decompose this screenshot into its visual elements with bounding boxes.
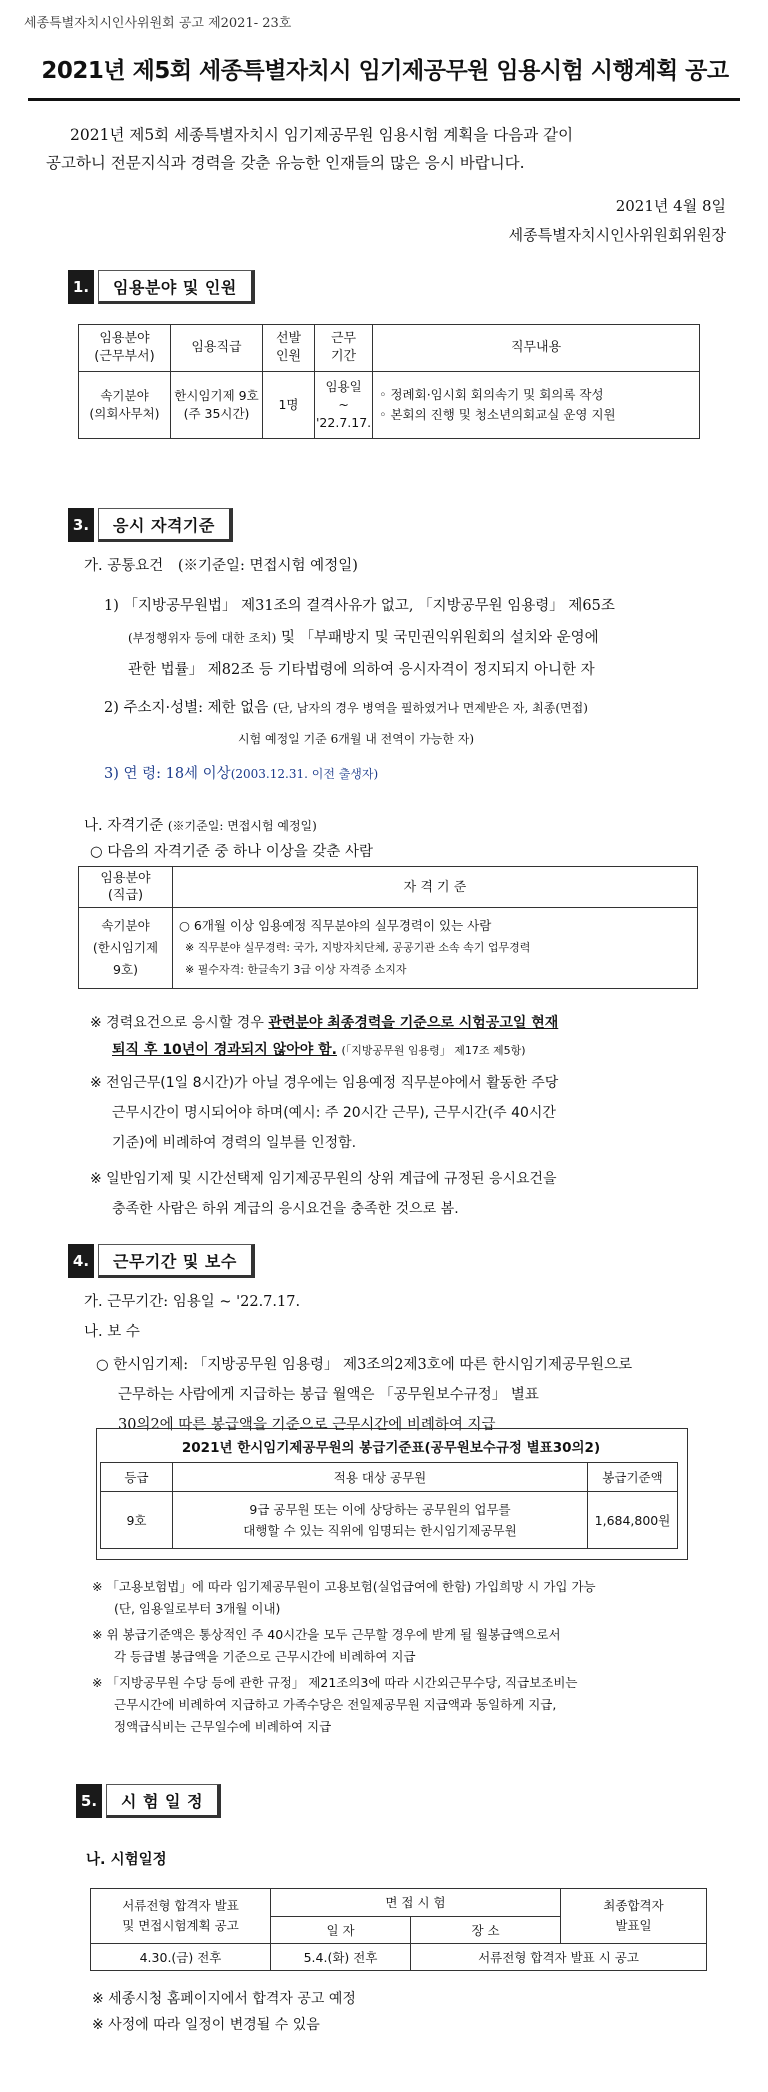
table-row xyxy=(79,908,698,989)
header-interview-date: 일 자 xyxy=(271,1916,411,1944)
announcement-date: 2021년 4월 8일 xyxy=(615,197,726,215)
allowance-note: ※ 「지방공무원 수당 등에 관한 규정」 제21조의3에 따라 시간외근무수당, 직급보조비는 근무시간에 비례하여 지급하고 가족수당은 전일제공무원 지급액과 동일하게 지급, 정액급식비는 근무일수에 비례하여 지급 xyxy=(92,1675,578,1734)
title-divider xyxy=(28,98,740,101)
section-1-heading xyxy=(68,270,255,304)
common-requirements-title: 가. 공통요건 (※기준일: 면접시험 예정일) xyxy=(84,558,358,574)
header-interview: 면 접 시 험 xyxy=(271,1889,561,1917)
cell-duties xyxy=(373,372,700,439)
announcement-reference: 세종특별자치시인사위원회 공고 제2021- 23호 xyxy=(24,16,292,31)
section-1-number: 1. xyxy=(68,270,94,304)
header-grade: 임용직급 xyxy=(171,325,263,372)
header-final-result: 최종합격자 발표일 xyxy=(561,1889,707,1944)
section-3-heading xyxy=(68,508,233,542)
section-5-heading xyxy=(76,1784,221,1818)
experience-note: ※ 경력요건으로 응시할 경우 관련분야 최종경력을 기준으로 시험공고일 현재 퇴직 후 10년이 경과되지 않아야 함. (「지방공무원 임용령」 제17조 제5항) xyxy=(90,1015,559,1058)
header-interview-place: 장 소 xyxy=(411,1916,561,1944)
table-header-row xyxy=(79,867,698,908)
employment-insurance-note: ※ 「고용보험법」에 따라 임기제공무원이 고용보험(실업급여에 한함) 가입희망 시 가입 가능 (단, 임용일로부터 3개월 이내) xyxy=(92,1579,596,1616)
schedule-notes xyxy=(92,1986,356,2038)
requirement-1-line-d: 관한 법률」 제82조 등 기타법령에 의하여 응시자격이 정지되지 아니한 자 xyxy=(128,662,595,678)
header-grade: 등급 xyxy=(101,1463,173,1492)
intro-line-2: 공고하니 전문지식과 경력을 갖춘 유능한 인재들의 많은 응시 바랍니다. xyxy=(46,154,525,172)
schedule-title: 나. 시험일정 xyxy=(86,1852,167,1868)
requirement-2-line-a: 2) 주소지·성별: 제한 없음 (단, 남자의 경우 병역을 필하였거나 면제받은 자, 최종(면접) xyxy=(104,700,588,716)
section-4-number: 4. xyxy=(68,1244,94,1278)
announcement-signer: 세종특별자치시인사위원회위원장 xyxy=(508,226,726,244)
requirement-1-line-a: 1) 「지방공무원법」 제31조의 결격사유가 없고, 「지방공무원 임용령」 제65조 xyxy=(104,598,615,614)
cell-interview-place: 서류전형 합격자 발표 시 공고 xyxy=(411,1944,707,1971)
section-3-number: 3. xyxy=(68,508,94,542)
cell-interview-date: 5.4.(화) 전후 xyxy=(271,1944,411,1971)
table-header-row xyxy=(91,1889,707,1917)
header-field: 임용분야 (직급) xyxy=(79,867,173,908)
table-row xyxy=(91,1944,707,1971)
cell-grade: 9호 xyxy=(101,1492,173,1549)
qualification-title: 나. 자격기준 (※기준일: 면접시험 예정일) xyxy=(84,818,317,834)
section-4-heading xyxy=(68,1244,255,1278)
cell-field: 속기분야 (의회사무처) xyxy=(79,372,171,439)
requirement-2-line-c: 시험 예정일 기준 6개월 내 전역이 가능한 자) xyxy=(238,732,475,746)
cell-target: 9급 공무원 또는 이에 상당하는 공무원의 업무를 대행할 수 있는 직위에 임명되는 한시임기제공무원 xyxy=(173,1492,588,1549)
requirement-3-age: 3) 연 령: 18세 이상(2003.12.31. 이전 출생자) xyxy=(104,766,379,782)
schedule-note: ※ 세종시청 홈페이지에서 합격자 공고 예정 xyxy=(92,1991,356,2007)
salary-title: 나. 보 수 xyxy=(84,1324,140,1340)
criteria-item: ○ 6개월 이상 임용예정 직무분야의 실무경력이 있는 사람 xyxy=(179,918,492,933)
requirement-1-line-b: (부정행위자 등에 대한 조치) 및 「부패방지 및 국민권익위원회의 설치와 운영에 xyxy=(128,630,599,646)
qualification-subtitle: ○ 다음의 자격기준 중 하나 이상을 갖춘 사람 xyxy=(90,844,374,860)
cell-field: 속기분야 (한시임기제 9호) xyxy=(79,908,173,989)
cell-count: 1명 xyxy=(263,372,315,439)
cell-document-result-date: 4.30.(금) 전후 xyxy=(91,1944,271,1971)
section-3-label: 응시 자격기준 xyxy=(98,508,233,542)
header-amount: 봉급기준액 xyxy=(588,1463,678,1492)
qualification-table xyxy=(78,866,698,989)
table-header-row xyxy=(79,325,700,372)
duty-item: ◦ 본회의 진행 및 청소년의회교실 운영 지원 xyxy=(379,407,616,422)
schedule-table xyxy=(90,1888,707,1971)
salary-description: ○ 한시임기제: 「지방공무원 임용령」 제3조의2제3호에 따른 한시임기제공무원으로 근무하는 사람에게 지급하는 봉급 월액은 「공무원보수규정」 별표 30의2에 따른 봉급액을 기준으로 근무시간에 비례하여 지급 xyxy=(96,1357,633,1433)
cell-grade: 한시임기제 9호 (주 35시간) xyxy=(171,372,263,439)
header-duties: 직무내용 xyxy=(373,325,700,372)
section-4-label: 근무기간 및 보수 xyxy=(98,1244,255,1278)
base-salary-note: ※ 위 봉급기준액은 통상적인 주 40시간을 모두 근무할 경우에 받게 될 월봉급액으로서 각 등급별 봉급액을 기준으로 근무시간에 비례하여 지급 xyxy=(92,1627,561,1664)
duty-item: ◦ 정례회·임시회 회의속기 및 회의록 작성 xyxy=(379,387,604,402)
table-row xyxy=(79,372,700,439)
recruitment-table xyxy=(78,324,700,439)
table-header-row xyxy=(101,1463,678,1492)
criteria-note: ※ 필수자격: 한글속기 3급 이상 자격증 소지자 xyxy=(185,963,407,976)
page-title: 2021년 제5회 세종특별자치시 임기제공무원 임용시험 시행계획 공고 xyxy=(41,58,729,84)
schedule-note: ※ 사정에 따라 일정이 변경될 수 있음 xyxy=(92,2017,320,2033)
header-field: 임용분야 (근무부서) xyxy=(79,325,171,372)
salary-table-caption: 2021년 한시임기제공무원의 봉급기준표(공무원보수규정 별표30의2) xyxy=(181,1440,601,1456)
header-period: 근무 기간 xyxy=(315,325,373,372)
work-period: 가. 근무기간: 임용일 ~ '22.7.17. xyxy=(84,1294,301,1310)
header-target: 적용 대상 공무원 xyxy=(173,1463,588,1492)
header-document-result: 서류전형 합격자 발표 및 면접시험계획 공고 xyxy=(91,1889,271,1944)
cell-amount: 1,684,800원 xyxy=(588,1492,678,1549)
fulltime-note: ※ 전임근무(1일 8시간)가 아닐 경우에는 임용예정 직무분야에서 활동한 주당 근무시간이 명시되어야 하며(예시: 주 20시간 근무), 근무시간(주 40시간 기준)에 비례하여 경력의 일부를 인정함. xyxy=(90,1075,559,1151)
section-5-number: 5. xyxy=(76,1784,102,1818)
header-criteria: 자 격 기 준 xyxy=(173,867,698,908)
section-5-label: 시 험 일 정 xyxy=(106,1784,221,1818)
intro-line-1: 2021년 제5회 세종특별자치시 임기제공무원 임용시험 계획을 다음과 같이 xyxy=(70,126,574,144)
salary-table xyxy=(100,1462,678,1549)
grade-note: ※ 일반임기제 및 시간선택제 임기제공무원의 상위 계급에 규정된 응시요건을 충족한 사람은 하위 계급의 응시요건을 충족한 것으로 봄. xyxy=(90,1171,557,1217)
header-count: 선발 인원 xyxy=(263,325,315,372)
criteria-note: ※ 직무분야 실무경력: 국가, 지방자치단체, 공공기관 소속 속기 업무경력 xyxy=(185,941,531,954)
cell-period: 임용일 ~ '22.7.17. xyxy=(315,372,373,439)
cell-criteria xyxy=(173,908,698,989)
table-row xyxy=(101,1492,678,1549)
section-1-label: 임용분야 및 인원 xyxy=(98,270,255,304)
